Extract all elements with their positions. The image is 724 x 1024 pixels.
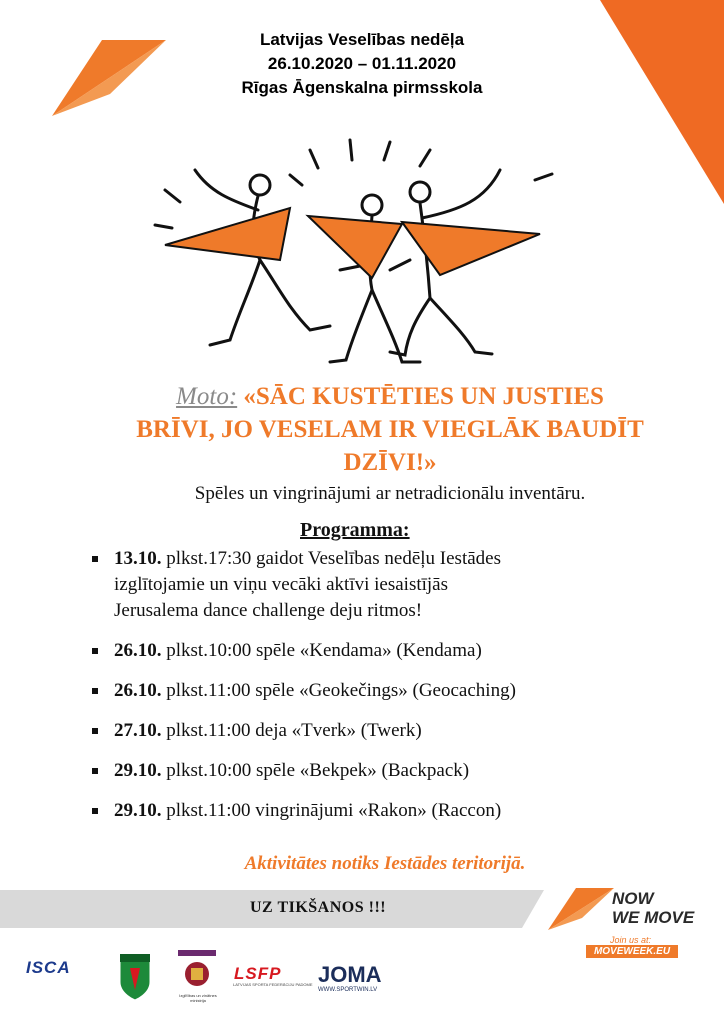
bullet-icon (92, 768, 98, 774)
event-location: Rīgas Āgenskalna pirmsskola (241, 78, 483, 97)
now-we-move-url: MOVEWEEK.EU (586, 945, 678, 958)
lsfp-caption: LATVIJAS SPORTA FEDERĀCIJU PADOME (233, 982, 313, 987)
program-item-text: plkst.11:00 spēle «Geokečings» (Geocaching) (161, 680, 516, 701)
program-item-date: 13.10. (114, 548, 162, 569)
program-item-text: plkst.10:00 spēle «Kendama» (Kendama) (161, 640, 482, 661)
event-title: Latvijas Veselības nedēļa (259, 30, 465, 49)
subtitle: Spēles un vingrinājumi ar netradicionālu inventāru. (194, 483, 586, 504)
ministry-crest-logo (178, 950, 216, 994)
bullet-icon (92, 556, 98, 562)
program-item-text: izglītojamie un viņu vecāki aktīvi iesaistījās (114, 574, 449, 595)
ministry-caption: Izglītības un zinātnes ministrija (179, 993, 217, 1003)
program-item-date: 26.10. (114, 680, 162, 701)
joma-caption: WWW.SPORTWIN.LV (318, 987, 378, 993)
motto-line-1: «SĀC KUSTĒTIES UN JUSTIES (237, 383, 604, 410)
joma-logo: JOMA (318, 962, 382, 987)
corner-triangle (600, 0, 724, 204)
lisa-shield-logo (118, 950, 152, 1002)
footer-note: Aktivitātes notiks Iestādes teritorijā. (244, 853, 526, 874)
bullet-icon (92, 808, 98, 814)
program-item-text: plkst.11:00 vingrinājumi «Rakon» (Raccon) (161, 800, 502, 821)
now-we-move-join: Join us at: (610, 935, 652, 945)
program-item-text: plkst.17:30 gaidot Veselības nedēļu Iestādes (161, 548, 501, 569)
program-list (92, 546, 652, 824)
program-item-date: 29.10. (114, 760, 162, 781)
program-title: Programma: (300, 519, 410, 541)
closing-banner-text: UZ TIKŠANOS !!! (250, 899, 387, 916)
program-item (92, 798, 652, 824)
isca-logo: ISCA (26, 958, 71, 977)
motto-line-2: BRĪVI, JO VESELAM IR VIEGLĀK BAUDĪT (136, 416, 644, 443)
program-item-text: plkst.10:00 spēle «Bekpek» (Backpack) (161, 760, 470, 781)
dancing-figures-illustration (140, 130, 570, 375)
program-item (92, 678, 652, 704)
motto-label: Moto: (176, 383, 238, 410)
now-we-move-title: NOW WE MOVE (612, 889, 695, 927)
program-item-date: 27.10. (114, 720, 162, 741)
event-dates: 26.10.2020 – 01.11.2020 (267, 54, 457, 73)
program-item (92, 758, 652, 784)
motto-line-3: DZĪVI!» (343, 449, 437, 476)
bullet-icon (92, 728, 98, 734)
program-item-text: plkst.11:00 deja «Tverk» (Twerk) (161, 720, 422, 741)
event-header (150, 28, 574, 100)
bullet-icon (92, 648, 98, 654)
program-item (92, 718, 652, 744)
program-item-date: 26.10. (114, 640, 162, 661)
bullet-icon (92, 688, 98, 694)
program-item (92, 546, 652, 624)
program-item-date: 29.10. (114, 800, 162, 821)
program-item-text: Jerusalema dance challenge deju ritmos! (114, 600, 423, 621)
motto (110, 380, 670, 479)
program-item (92, 638, 652, 664)
lsfp-logo: LSFP (234, 964, 282, 983)
